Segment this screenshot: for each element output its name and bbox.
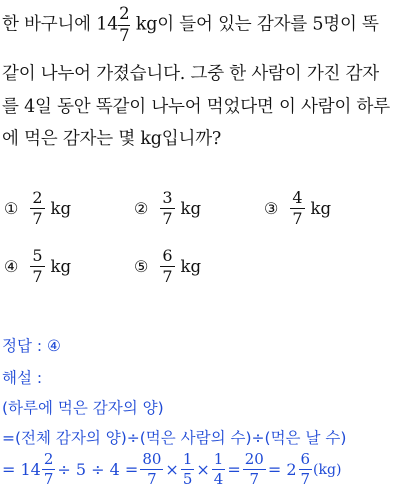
fraction bbox=[181, 452, 195, 487]
unit: kg bbox=[180, 257, 202, 276]
explanation-equation bbox=[2, 452, 341, 487]
question-line-2: 같이 나누어 가졌습니다. 그중 한 사람이 가진 감자 bbox=[2, 64, 380, 84]
numerator: 4 bbox=[292, 188, 303, 207]
choice-1[interactable] bbox=[4, 190, 71, 227]
eq-text: = 14 bbox=[2, 460, 41, 479]
fraction bbox=[290, 190, 304, 227]
eq-unit: (kg) bbox=[313, 461, 342, 478]
fraction bbox=[30, 190, 44, 227]
numerator: 2 bbox=[43, 450, 54, 468]
fraction bbox=[140, 452, 163, 487]
unit: kg bbox=[50, 199, 72, 218]
mixed-number bbox=[96, 6, 130, 44]
denominator: 7 bbox=[300, 470, 311, 488]
question-text: 한 바구니에 bbox=[2, 14, 97, 35]
explanation-line-2: =(전체 감자의 양)÷(먹은 사람의 수)÷(먹은 날 수) bbox=[2, 429, 347, 447]
choice-2[interactable] bbox=[134, 190, 201, 227]
choice-mark: ① bbox=[4, 199, 19, 218]
question-line-1 bbox=[2, 6, 379, 44]
answer-line: 정답 : ④ bbox=[2, 337, 61, 355]
fraction bbox=[243, 452, 266, 487]
explanation-title: 해설 : bbox=[2, 369, 43, 387]
fraction bbox=[299, 452, 313, 487]
denominator: 7 bbox=[249, 470, 260, 488]
denominator: 7 bbox=[292, 209, 303, 228]
explanation-line-1: (하루에 먹은 감자의 양) bbox=[2, 399, 164, 417]
eq-operator: × bbox=[196, 460, 210, 479]
denominator: 7 bbox=[162, 209, 173, 228]
denominator: 7 bbox=[32, 209, 43, 228]
numerator: 20 bbox=[244, 450, 264, 468]
unit: kg bbox=[50, 257, 72, 276]
choice-mark: ④ bbox=[4, 257, 19, 276]
denominator: 7 bbox=[162, 267, 173, 286]
fraction bbox=[118, 6, 130, 44]
denominator: 4 bbox=[213, 470, 224, 488]
numerator: 2 bbox=[32, 188, 43, 207]
choice-mark: ② bbox=[134, 199, 149, 218]
denominator: 7 bbox=[147, 470, 157, 488]
numerator: 6 bbox=[162, 246, 173, 265]
choice-4[interactable] bbox=[4, 248, 71, 285]
question-line-3: 를 4일 동안 똑같이 나누어 먹었다면 이 사람이 하루 bbox=[2, 97, 390, 117]
numerator: 2 bbox=[118, 6, 130, 26]
numerator: 1 bbox=[213, 450, 224, 468]
choice-mark: ③ bbox=[264, 199, 279, 218]
eq-text: = 2 bbox=[267, 460, 297, 479]
numerator: 5 bbox=[32, 246, 43, 265]
numerator: 3 bbox=[162, 188, 173, 207]
numerator: 6 bbox=[300, 450, 311, 468]
unit: kg bbox=[310, 199, 332, 218]
denominator: 7 bbox=[43, 470, 54, 488]
fraction bbox=[42, 452, 56, 487]
eq-operator: × bbox=[165, 460, 179, 479]
fraction bbox=[160, 190, 174, 227]
numerator: 1 bbox=[182, 450, 193, 468]
fraction bbox=[160, 248, 174, 285]
whole-part: 14 bbox=[96, 14, 119, 35]
eq-text: ÷ 5 ÷ 4 = bbox=[57, 460, 139, 479]
denominator: 7 bbox=[119, 25, 130, 45]
choice-3[interactable] bbox=[264, 190, 331, 227]
denominator: 5 bbox=[182, 470, 193, 488]
fraction bbox=[30, 248, 44, 285]
fraction bbox=[212, 452, 226, 487]
numerator: 80 bbox=[142, 450, 162, 468]
eq-operator: = bbox=[227, 460, 241, 479]
question-line-4: 에 먹은 감자는 몇 kg입니까? bbox=[2, 129, 222, 149]
unit: kg bbox=[180, 199, 202, 218]
choice-mark: ⑤ bbox=[134, 257, 149, 276]
question-text: kg이 들어 있는 감자를 5명이 똑 bbox=[130, 14, 379, 35]
choice-5[interactable] bbox=[134, 248, 201, 285]
denominator: 7 bbox=[32, 267, 43, 286]
